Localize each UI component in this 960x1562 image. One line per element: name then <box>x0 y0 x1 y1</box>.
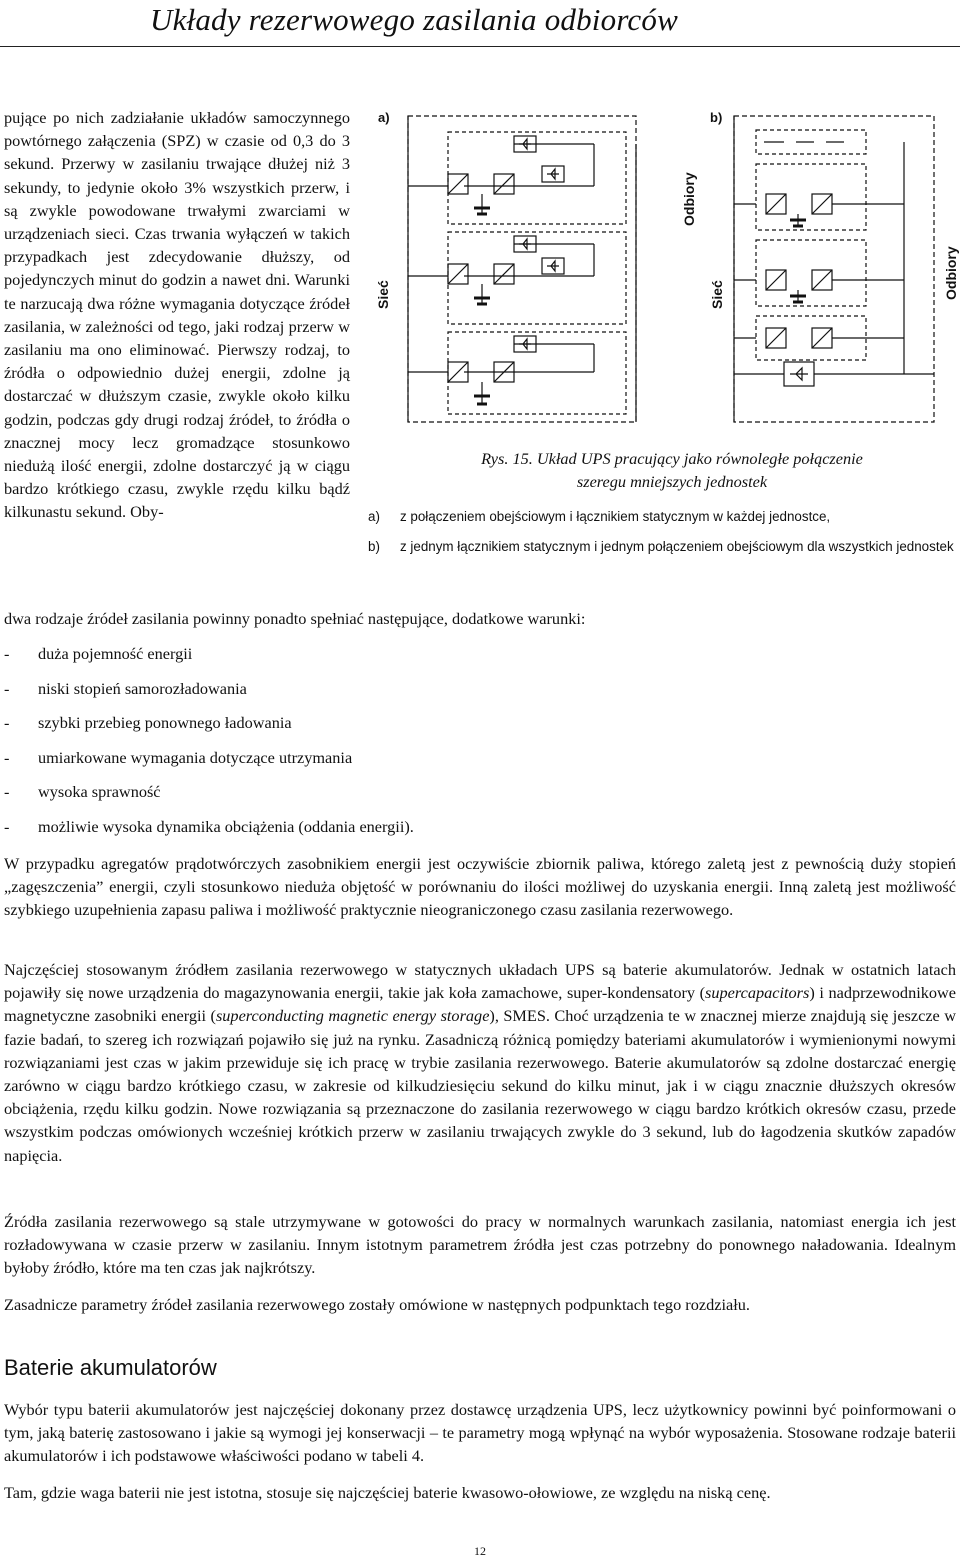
legend-item <box>368 536 960 558</box>
list-item <box>4 679 704 714</box>
paragraph-text: Źródła zasilania rezerwowego są stale utrzymywane w gotowości do pracy w normalnych warunkach zasilania, natomiast energia ich jest rozładowywana w czasie przerw w zasilaniu. Innym istotnym parametrem źródła jest czas potrzebny do ponownego naładowania. Idealnym byłoby źródło, które ma ten czas jak najkrótszy. <box>4 1212 956 1278</box>
paragraph-text: Zasadnicze parametry źródeł zasilania rezerwowego zostały omówione w następnych podpunktach tego rozdziału. <box>4 1295 750 1314</box>
paragraph-text <box>4 958 956 1167</box>
paragraph-fuel <box>4 852 956 922</box>
caption-line-1: Rys. 15. Układ UPS pracujący jako równoległe połączenie <box>481 449 863 468</box>
figure-label-b: b) <box>710 110 723 125</box>
list-dash: - <box>4 678 10 698</box>
list-item <box>4 644 704 679</box>
odbiory-label-b: Odbiory <box>943 246 959 300</box>
list-dash: - <box>4 816 10 836</box>
list-item-text: wysoka sprawność <box>38 782 161 802</box>
list-item <box>4 817 704 852</box>
page-header <box>0 0 960 47</box>
section-heading: Baterie akumulatorów <box>4 1355 217 1380</box>
list-item-text: niski stopień samorozładowania <box>38 678 247 698</box>
legend-letter: a) <box>368 509 380 524</box>
paragraph-readiness <box>4 1210 956 1280</box>
tail-line: dwa rodzaje źródeł zasilania powinny ponadto spełniać następujące, dodatkowe warunki: <box>4 609 586 628</box>
caption-line-2: szeregu mniejszych jednostek <box>576 472 768 491</box>
paragraph-text: Tam, gdzie waga baterii nie jest istotna, stosuje się najczęściej baterie kwasowo-ołowiowe, ze względu na niską cenę. <box>4 1483 771 1502</box>
list-dash: - <box>4 782 10 802</box>
paragraph-text: W przypadku agregatów prądotwórczych zasobnikiem energii jest oczywiście zbiornik paliwa, którego zaletą jest z pewnością duży stopień „zagęszczenia” energii, czyli stosunkowo nieduża objętość w porównaniu do ilości możliwej do uzyskania energii. Inną zaletą jest możliwość szybkiego uzupełnienia zapasu paliwa i możliwość praktycznie nieograniczonego czasu zasilania rezerwowego. <box>4 854 956 920</box>
paragraph-emphasis: superconducting magnetic energy storage <box>215 1006 490 1026</box>
left-column-text <box>4 106 350 524</box>
list-item <box>4 713 704 748</box>
list-item-text: możliwie wysoka dynamika obciążenia (oddania energii). <box>38 816 414 836</box>
list-item-text: szybki przebieg ponownego ładowania <box>38 713 292 733</box>
list-dash: - <box>4 644 10 663</box>
paragraph-battery-choice <box>4 1398 956 1468</box>
left-column-paragraph: pujące po nich zadziałanie układów samoczynnego powtórnego załączenia (SPZ) w czasie od 0,3 do 3 sekund. Przerwy w zasilaniu trwające dłużej niż 3 sekundy, to jedynie około 3% wszystkich przerw, i są zwykle powodowane trwałymi zwarciami w urządzeniach sieci. Czas trwania wyłączeń w takich przypadkach jest zdecydowanie dłuższy, od pojedynczych minut do godzin a nawet dni. Warunki te narzucają dwa różne wymagania dotyczące źródeł zasilania, w zależności od tego, jaki rodzaj przerw w zasilaniu ma ono eliminować. Pierwszy rodzaj, to źródła o odpowiednio dużej energii, zdolne ją dostarczać w dłuższym czasie, zwykle około kilku godzin, podczas gdy drugi rodzaj źródeł, to źródła o znacznej mocy lecz gromadzące stosunkowo niedużą ilość energii, zdolne dostarczyć ją w ciągu bardzo krótkiego czasu, zwykle rzędu kilku bądź kilkunastu sekund. Oby- <box>4 108 350 522</box>
paragraph-part: ), SMES. Choć urządzenia te w znacznej mierze znajdują się jeszcze w fazie badań, to szereg ich rozwiązań pojawiło się już na rynku. Zasadniczą różnicą pomiędzy bateriami akumulatorów i wymienionymi nowymi rozwiązaniami jest czas w jakim przewiduje się ich pracę w trybie zasilania rezerwowego. Baterie akumulatorów są zdolne dostarczać energię zarówno w ciągu bardzo krótkiego czasu, w zakresie od kilkudziesięciu sekund do kilku minut, jak i w ciągu znacznie dłuższych okresów obciążenia, rzędu kilku godzin. Nowe rozwiązania są przeznaczone do zasilania rezerwowego w ciągu bardzo krótkich okresów czasu, przede wszystkim podczas omówionych wcześniej krótkich przerw w zasilaniu trwających zwykle do 3 sekund, lub do łagodzenia skutków zapadów napięcia. <box>4 1006 956 1165</box>
paragraph-emphasis: supercapacitors <box>705 983 810 1003</box>
figure-legend <box>368 506 960 566</box>
list-dash: - <box>4 713 10 733</box>
page-number: 12 <box>474 1544 486 1558</box>
paragraph-storage <box>4 958 956 1167</box>
figure-label-a: a) <box>378 110 390 125</box>
paragraph-summary <box>4 1293 956 1316</box>
legend-text: z połączeniem obejściowym i łącznikiem statycznym w każdej jednostce, <box>400 509 831 524</box>
legend-item <box>368 506 960 528</box>
list-item <box>4 748 704 783</box>
figure-caption <box>384 447 960 493</box>
paragraph-text: Wybór typu baterii akumulatorów jest najczęściej dokonany przez dostawcę urządzenia UPS, lecz użytkownicy powinni być poinformowani o tym, jaką baterię zastosowano i jakie są wymogi jej konserwacji – te parametry mogą wpłynąć na wybór wyposażenia. Stosowane rodzaje baterii akumulatorów i ich podstawowe właściwości podano w tabeli 4. <box>4 1400 956 1466</box>
legend-letter: b) <box>368 539 380 554</box>
paragraph-part: ) i nadprzewodnikowe magnetyczne zasobniki energii ( <box>4 983 956 1026</box>
siec-label-a: Sieć <box>375 280 391 309</box>
paragraph-part: Najczęściej stosowanym źródłem zasilania rezerwowego w statycznych układach UPS są baterie akumulatorów. Jednak w ostatnich latach pojawiły się nowe urządzenia do magazynowania energii, takie jak koła zamachowe, super-kondensatory ( <box>4 960 956 1003</box>
list-item-text: umiarkowane wymagania dotyczące utrzymania <box>38 747 353 767</box>
list-item-text: duża pojemność energii <box>38 644 193 663</box>
odbiory-label-a: Odbiory <box>681 172 697 226</box>
page-title: Układy rezerwowego zasilania odbiorców <box>150 2 678 37</box>
paragraph-battery-weight <box>4 1481 956 1504</box>
legend-text: z jednym łącznikiem statycznym i jednym połączeniem obejściowym dla wszystkich jednostek <box>400 539 954 554</box>
list-item <box>4 782 704 817</box>
ups-diagram <box>364 104 960 436</box>
requirements-list <box>4 644 704 852</box>
siec-label-b: Sieć <box>709 280 725 309</box>
list-dash: - <box>4 747 10 767</box>
